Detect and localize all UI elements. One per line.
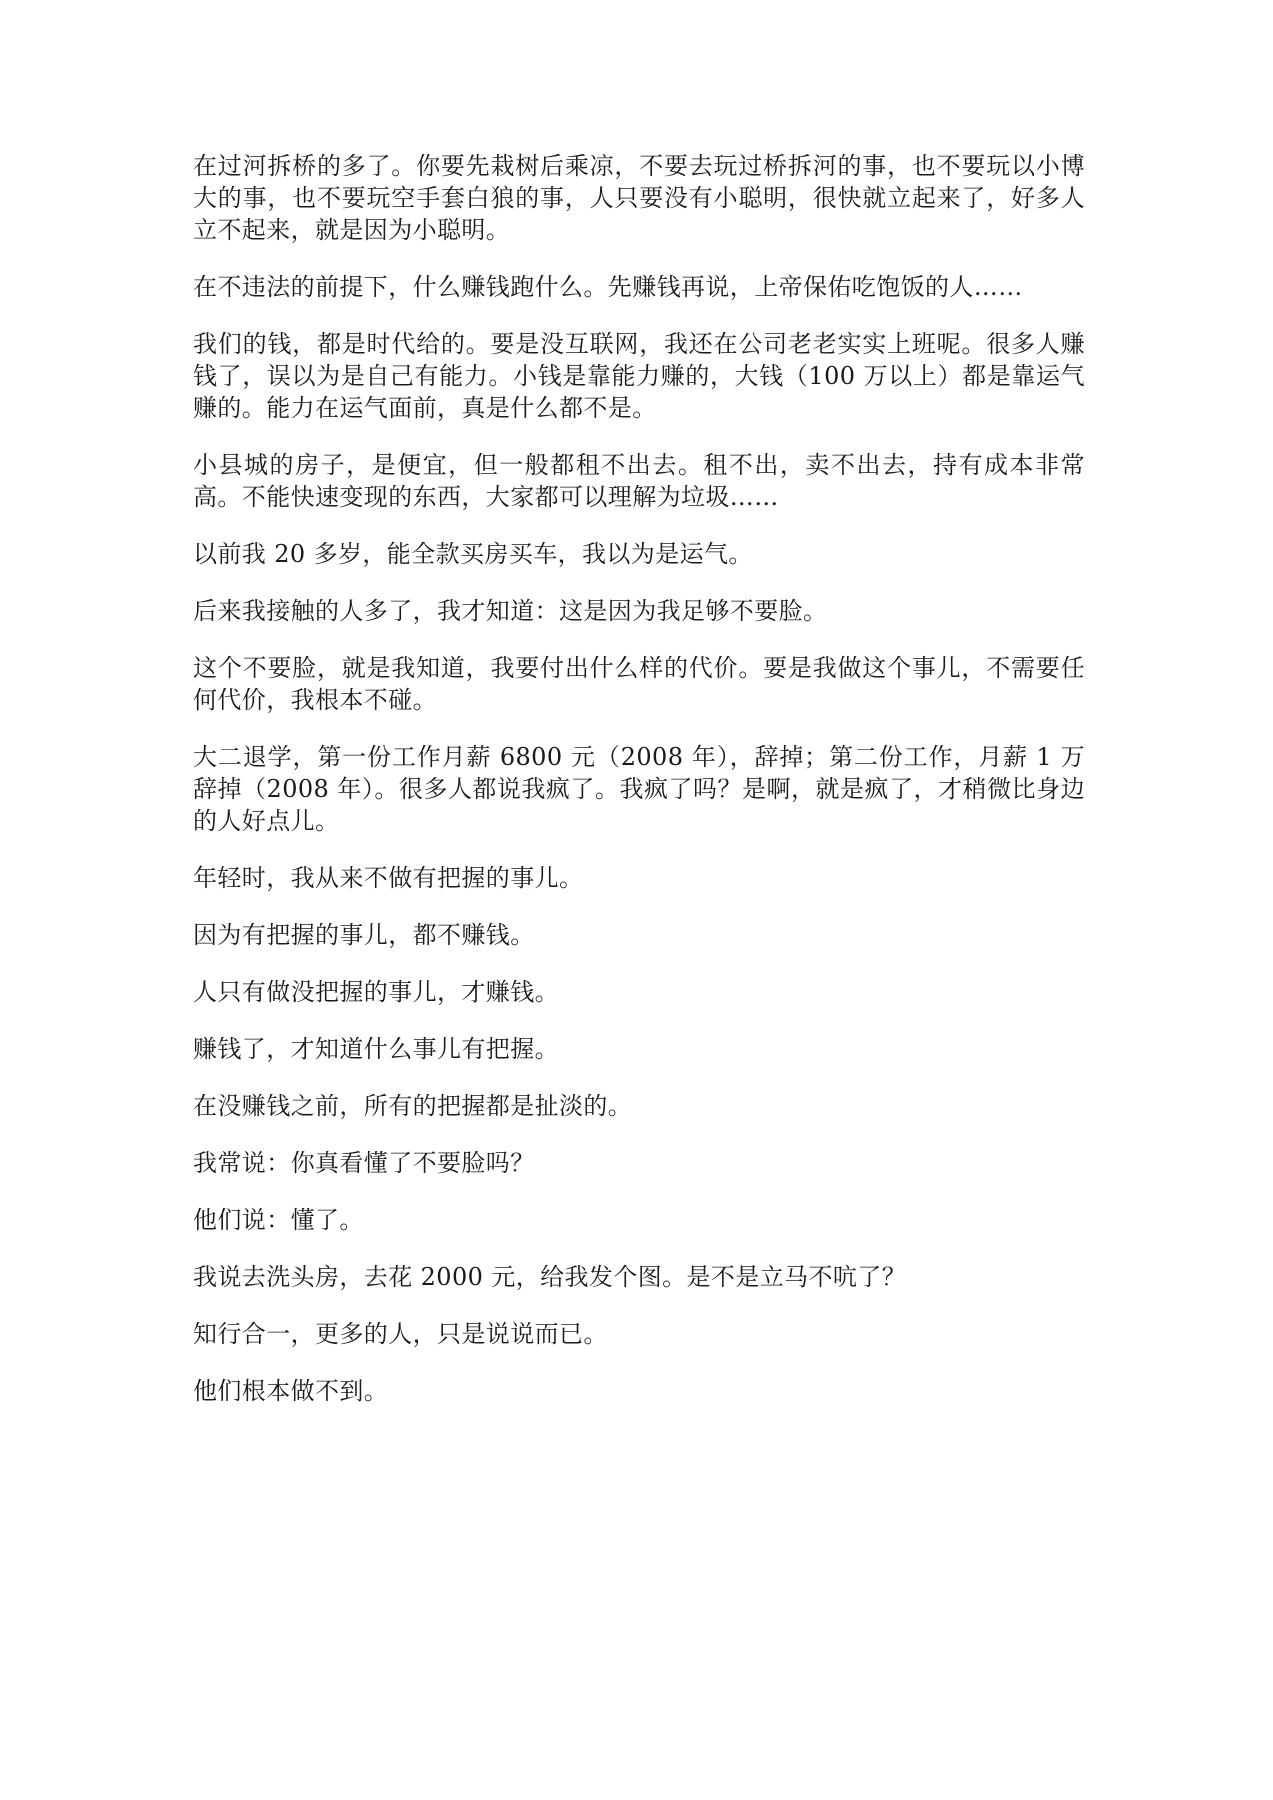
paragraph: 这个不要脸，就是我知道，我要付出什么样的代价。要是我做这个事儿，不需要任何代价，我根本不碰。 [193,654,1085,714]
paragraph: 在没赚钱之前，所有的把握都是扯淡的。 [193,1092,633,1120]
paragraph: 知行合一，更多的人，只是说说而已。 [193,1320,608,1348]
paragraph: 他们说：懂了。 [193,1206,364,1234]
paragraph: 在过河拆桥的多了。你要先栽树后乘凉，不要去玩过桥拆河的事，也不要玩以小博大的事，也不要玩空手套白狼的事，人只要没有小聪明，很快就立起来了，好多人立不起来，就是因为小聪明。 [193,152,1085,244]
paragraph: 我常说：你真看懂了不要脸吗？ [193,1149,535,1177]
paragraph: 因为有把握的事儿，都不赚钱。 [193,921,535,949]
paragraph: 人只有做没把握的事儿，才赚钱。 [193,978,559,1006]
paragraph: 在不违法的前提下，什么赚钱跑什么。先赚钱再说，上帝保佑吃饱饭的人…… [193,273,1023,301]
paragraph: 我说去洗头房，去花 2000 元，给我发个图。是不是立马不吭了？ [193,1263,907,1291]
paragraph: 后来我接触的人多了，我才知道：这是因为我足够不要脸。 [193,597,828,625]
paragraph: 小县城的房子，是便宜，但一般都租不出去。租不出，卖不出去，持有成本非常高。不能快速变现的东西，大家都可以理解为垃圾…… [193,451,1085,511]
paragraph: 大二退学，第一份工作月薪 6800 元（2008 年），辞掉；第二份工作，月薪 1 万辞掉（2008 年）。很多人都说我疯了。我疯了吗？是啊，就是疯了，才稍微比身边的人好点儿。 [193,743,1085,835]
paragraph: 我们的钱，都是时代给的。要是没互联网，我还在公司老老实实上班呢。很多人赚钱了，误以为是自己有能力。小钱是靠能力赚的，大钱（100 万以上）都是靠运气赚的。能力在运气面前，真是什么都不是。 [193,330,1085,422]
paragraph: 以前我 20 多岁，能全款买房买车，我以为是运气。 [193,540,753,568]
paragraph: 年轻时，我从来不做有把握的事儿。 [193,864,584,892]
paragraph: 他们根本做不到。 [193,1377,389,1405]
document-body [193,150,1085,1432]
paragraph: 赚钱了，才知道什么事儿有把握。 [193,1035,559,1063]
